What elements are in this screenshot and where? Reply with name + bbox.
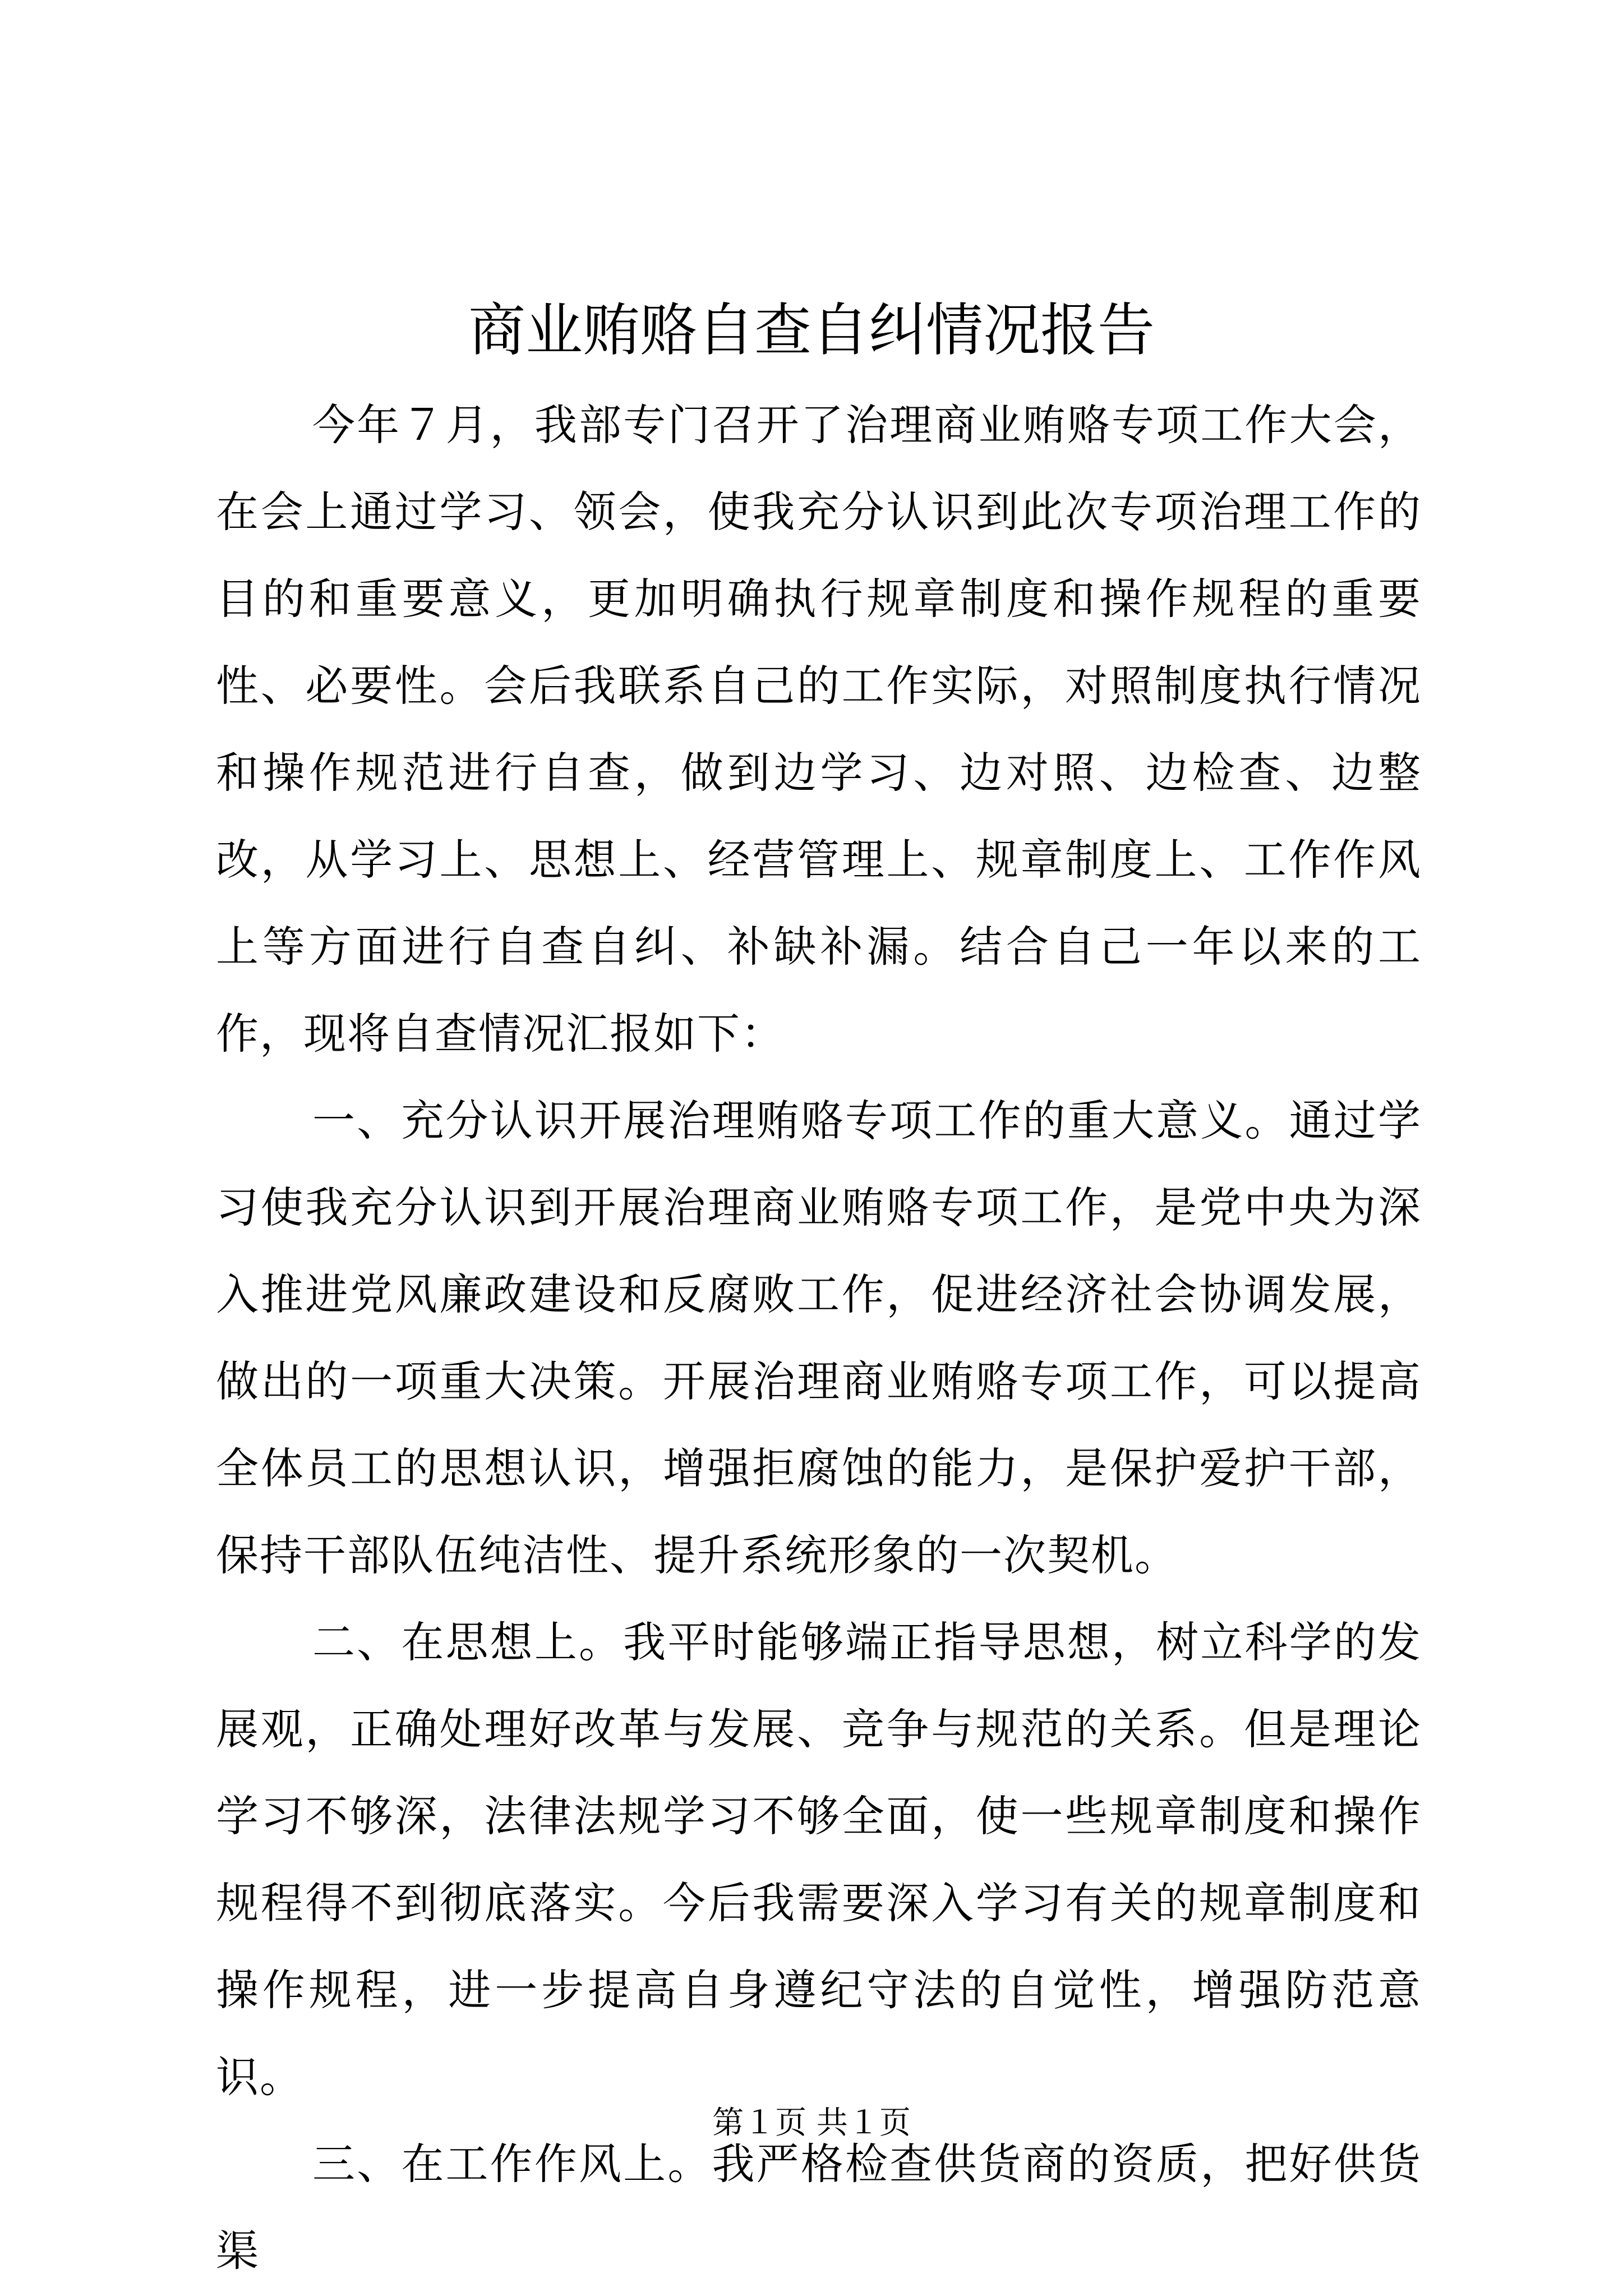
document-title: 商业贿赂自查自纠情况报告 [468,297,1155,364]
paragraph-section-3: 三、在工作作风上。我严格检查供货商的资质，把好供货渠 [216,2139,1422,2276]
paragraph-intro: 今年７月，我部专门召开了治理商业贿赂专项工作大会，在会上通过学习、领会，使我充分认识到此次专项治理工作的目的和重要意义，更加明确执行规章制度和操作规程的重要性、必要性。会后我联系自己的工作实际，对照制度执行情况和操作规范进行自查，做到边学习、边对照、边检查、边整改，从学习上、思想上、经营管理上、规章制度上、工作作风上等方面进行自查自纠、补缺补漏。结合自己一年以来的工作，现将自查情况汇报如下： [216,400,1422,1059]
paragraph-section-1: 一、充分认识开展治理贿赂专项工作的重大意义。通过学习使我充分认识到开展治理商业贿赂专项工作，是党中央为深入推进党风廉政建设和反腐败工作，促进经济社会协调发展，做出的一项重大决策。开展治理商业贿赂专项工作，可以提高全体员工的思想认识，增强拒腐蚀的能力，是保护爱护干部，保持干部队伍纯洁性、提升系统形象的一次契机。 [216,1096,1422,1580]
document-body [216,381,1422,2294]
paragraph-section-2: 二、在思想上。我平时能够端正指导思想，树立科学的发展观，正确处理好改革与发展、竞争与规范的关系。但是理论学习不够深，法律法规学习不够全面，使一些规章制度和操作规程得不到彻底落实。今后我需要深入学习有关的规章制度和操作规程，进一步提高自身遵纪守法的自觉性，增强防范意识。 [216,1617,1422,2102]
page-number-footer: 第１页 共１页 [712,2105,911,2141]
